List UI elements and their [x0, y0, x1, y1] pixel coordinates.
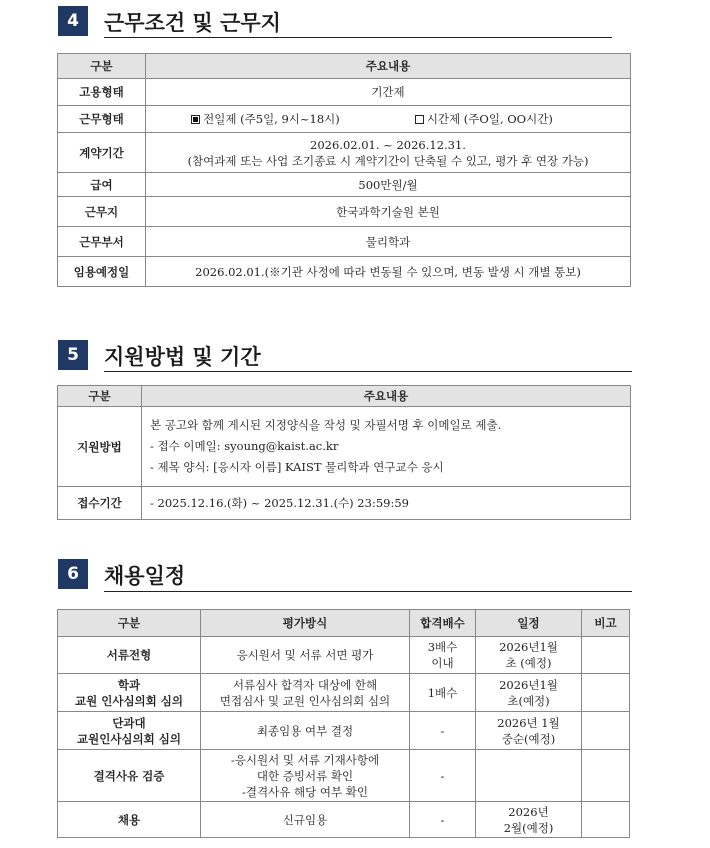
- table-row: [58, 173, 631, 197]
- salary-label: 급여: [58, 173, 146, 197]
- contract-label: 계약기간: [58, 133, 146, 173]
- multiple-cell: [410, 712, 476, 750]
- department-label: 근무부서: [58, 227, 146, 257]
- header-content: 주요내용: [146, 54, 631, 79]
- period-value: - 2025.12.16.(화) ~ 2025.12.31.(수) 23:59:59: [142, 487, 631, 520]
- stage-text: 채용: [117, 812, 141, 827]
- schedule-cell: [476, 674, 582, 712]
- work-type-label: 근무형태: [58, 106, 146, 133]
- location-label: 근무지: [58, 197, 146, 227]
- method-cell: [201, 674, 410, 712]
- header-stage: 구분: [58, 610, 201, 637]
- location-value: 한국과학기술원 본원: [146, 197, 631, 227]
- multiple-text: -: [440, 723, 445, 738]
- table-row: [58, 257, 631, 287]
- multiple-cell: [410, 674, 476, 712]
- section-6-heading: [58, 559, 632, 592]
- stage-text: 학과: [117, 677, 141, 692]
- method-text: -응시원서 및 서류 기재사항에: [230, 752, 380, 767]
- full-time-option: 전일제 (주5일, 9시~18시): [203, 112, 340, 126]
- section-5-heading: [58, 340, 632, 372]
- schedule-text: 2월(예정): [503, 820, 554, 835]
- table-row: [58, 637, 630, 674]
- multiple-text: -: [440, 768, 445, 783]
- method-label: 지원방법: [58, 407, 142, 487]
- method-value: [142, 407, 631, 487]
- section-4-number: 4: [58, 6, 88, 36]
- stage-text: 교원인사심의회 심의: [77, 731, 181, 746]
- stage-cell: [58, 712, 201, 750]
- table-row: [58, 407, 631, 487]
- schedule-text: 2026년: [508, 804, 549, 819]
- contract-period: 2026.02.01. ~ 2026.12.31.: [310, 137, 466, 152]
- stage-cell: [58, 750, 201, 802]
- header-note: 비고: [582, 610, 630, 637]
- multiple-text: 1배수: [427, 685, 458, 700]
- start-date-label: 임용예정일: [58, 257, 146, 287]
- method-text: 서류심사 합격자 대상에 한해: [232, 677, 378, 692]
- stage-text: 서류전형: [106, 648, 152, 662]
- section-4-title: 근무조건 및 근무지: [104, 11, 281, 35]
- stage-cell: [58, 802, 201, 838]
- method-text: 응시원서 및 서류 서면 평가: [236, 648, 374, 662]
- employment-type-value: 기간제: [146, 79, 631, 106]
- table-row: [58, 750, 630, 802]
- header-category: 구분: [58, 54, 146, 79]
- stage-text: 단과대: [112, 715, 146, 730]
- method-text: -결격사유 해당 여부 확인: [242, 784, 368, 799]
- multiple-text: -: [440, 812, 445, 827]
- schedule-text: 중순(예정): [501, 731, 556, 746]
- section-6-number: 6: [58, 559, 88, 589]
- note-cell: [582, 674, 630, 712]
- work-conditions-table: [57, 53, 631, 287]
- header-schedule: 일정: [476, 610, 582, 637]
- section-5-number: 5: [58, 340, 88, 370]
- full-time-checkbox[interactable]: [191, 115, 200, 124]
- table-row: [58, 227, 631, 257]
- header-multiple: 합격배수: [410, 610, 476, 637]
- header-content: 주요내용: [142, 386, 631, 407]
- table-row: [58, 487, 631, 520]
- schedule-text: 2026년1월: [499, 640, 558, 654]
- header-category: 구분: [58, 386, 142, 407]
- method-cell: [201, 637, 410, 674]
- note-cell: [582, 712, 630, 750]
- multiple-cell: [410, 637, 476, 674]
- multiple-cell: [410, 802, 476, 838]
- stage-text: 결격사유 검증: [93, 768, 165, 783]
- method-text: 최종임용 여부 결정: [256, 723, 354, 738]
- contract-note: (참여과제 또는 사업 조기종료 시 계약기간이 단축될 수 있고, 평가 후 연장 가능): [187, 153, 589, 168]
- method-text: 신규임용: [282, 812, 328, 827]
- stage-cell: [58, 637, 201, 674]
- table-row: [58, 79, 631, 106]
- department-value: 물리학과: [146, 227, 631, 257]
- table-row: [58, 106, 631, 133]
- application-table: [57, 385, 631, 520]
- method-text: 면접심사 및 교원 인사심의회 심의: [219, 693, 391, 708]
- schedule-cell: [476, 637, 582, 674]
- stage-text: 교원 인사심의회 심의: [75, 693, 183, 708]
- employment-type-label: 고용형태: [58, 79, 146, 106]
- section-4-heading: [58, 6, 612, 38]
- table-row: [58, 674, 630, 712]
- table-row: [58, 133, 631, 173]
- schedule-text: 초 (예정): [505, 656, 552, 670]
- contract-value: [146, 133, 631, 173]
- schedule-text: 2026년1월: [499, 677, 558, 692]
- section-4-underline: [104, 37, 612, 38]
- method-email: - 접수 이메일: syoung@kaist.ac.kr: [150, 439, 339, 453]
- schedule-text: 2026년 1월: [497, 715, 560, 730]
- section-6-underline: [104, 591, 632, 592]
- section-6-title: 채용일정: [104, 564, 186, 588]
- note-cell: [582, 750, 630, 802]
- section-5-title: 지원방법 및 기간: [104, 345, 261, 369]
- part-time-option: 시간제 (주O일, OO시간): [426, 112, 553, 126]
- table-row: [58, 802, 630, 838]
- header-method: 평가방식: [201, 610, 410, 637]
- schedule-cell: [476, 802, 582, 838]
- schedule-table: [57, 609, 630, 838]
- table-row: [58, 712, 630, 750]
- schedule-cell: [476, 750, 582, 802]
- start-date-value: 2026.02.01.(※기관 사정에 따라 변동될 수 있으며, 변동 발생 시 개별 통보): [146, 257, 631, 287]
- method-cell: [201, 750, 410, 802]
- schedule-text: 초(예정): [507, 693, 550, 708]
- multiple-text: 이내: [431, 656, 454, 670]
- period-label: 접수기간: [58, 487, 142, 520]
- multiple-cell: [410, 750, 476, 802]
- method-subject-format: - 제목 양식: [응시자 이름] KAIST 물리학과 연구교수 응시: [150, 460, 444, 474]
- salary-value: 500만원/월: [146, 173, 631, 197]
- work-type-options: [146, 106, 631, 133]
- section-5-underline: [104, 371, 632, 372]
- part-time-checkbox[interactable]: [415, 115, 424, 124]
- multiple-text: 3배수: [427, 640, 458, 654]
- method-cell: [201, 712, 410, 750]
- method-text: 대한 증빙서류 확인: [256, 768, 354, 783]
- schedule-cell: [476, 712, 582, 750]
- method-line-1: 본 공고와 함께 게시된 지정양식을 작성 및 자필서명 후 이메일로 제출.: [150, 418, 502, 432]
- note-cell: [582, 637, 630, 674]
- method-cell: [201, 802, 410, 838]
- note-cell: [582, 802, 630, 838]
- table-row: [58, 197, 631, 227]
- stage-cell: [58, 674, 201, 712]
